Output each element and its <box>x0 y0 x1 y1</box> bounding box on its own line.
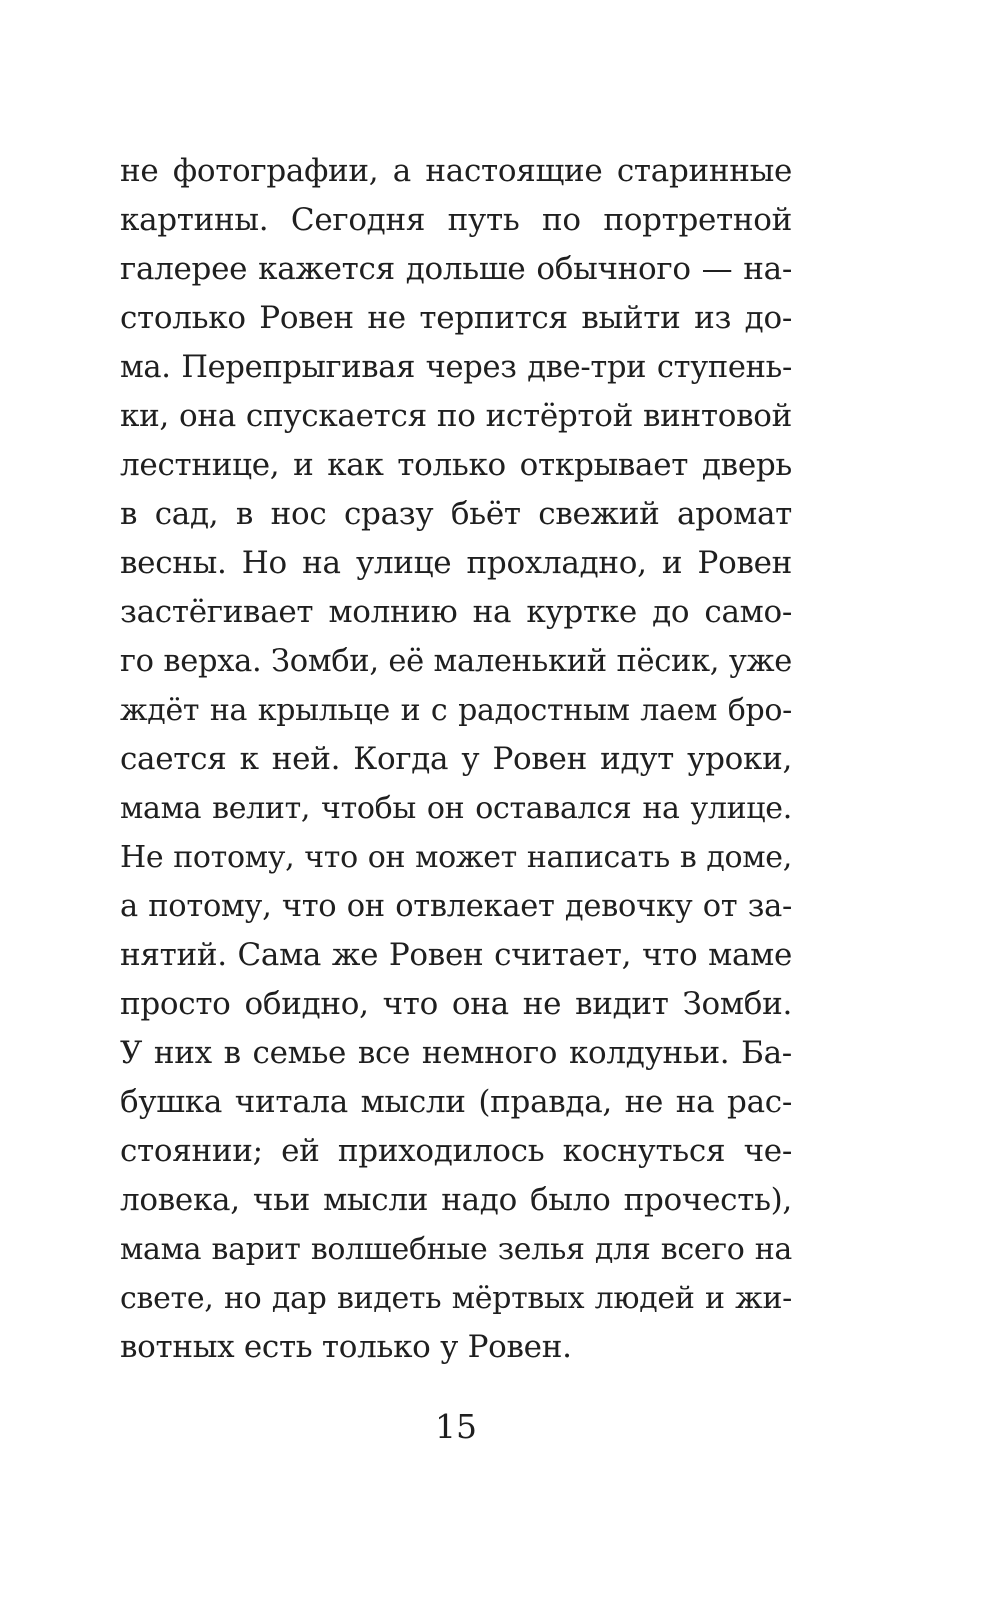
text-line: а потому, что он отвлекает девочку от за- <box>120 889 792 924</box>
text-line: столько Ровен не терпится выйти из до- <box>120 300 792 336</box>
text-line: ловека, чьи мысли надо было прочесть), <box>120 1182 792 1218</box>
body-text <box>120 147 792 1372</box>
text-line: нятий. Сама же Ровен считает, что маме <box>120 937 792 973</box>
text-line: не фотографии, а настоящие старинные <box>120 153 792 189</box>
text-line: мама велит, чтобы он оставался на улице. <box>120 791 792 826</box>
text-line: картины. Сегодня путь по портретной <box>120 202 792 238</box>
text-line: свете, но дар видеть мёртвых людей и жи- <box>120 1281 792 1316</box>
text-line: сается к ней. Когда у Ровен идут уроки, <box>120 741 792 777</box>
text-line: просто обидно, что она не видит Зомби. <box>120 986 792 1022</box>
text-line: лестнице, и как только открывает дверь <box>120 447 792 483</box>
text-line: ма. Перепрыгивая через две-три ступень- <box>120 350 792 385</box>
text-line: У них в семье все немного колдуньи. Ба- <box>120 1035 792 1071</box>
text-line: стоянии; ей приходилось коснуться че- <box>120 1133 792 1169</box>
text-line: вотных есть только у Ровен. <box>120 1329 572 1365</box>
text-line: мама варит волшебные зелья для всего на <box>120 1232 792 1267</box>
text-line: весны. Но на улице прохладно, и Ровен <box>120 545 792 581</box>
text-line: Не потому, что он может написать в доме, <box>120 840 792 875</box>
text-line: ки, она спускается по истёртой винтовой <box>120 398 792 434</box>
page-number: 15 <box>435 1407 477 1446</box>
text-line: ждёт на крыльце и с радостным лаем бро- <box>120 693 792 728</box>
text-line: галерее кажется дольше обычного — на- <box>120 251 792 287</box>
text-line: бушка читала мысли (правда, не на рас- <box>120 1084 792 1120</box>
text-line: застёгивает молнию на куртке до само- <box>120 594 792 630</box>
text-line: в сад, в нос сразу бьёт свежий аромат <box>120 496 792 532</box>
text-line: го верха. Зомби, её маленький пёсик, уже <box>120 644 792 679</box>
